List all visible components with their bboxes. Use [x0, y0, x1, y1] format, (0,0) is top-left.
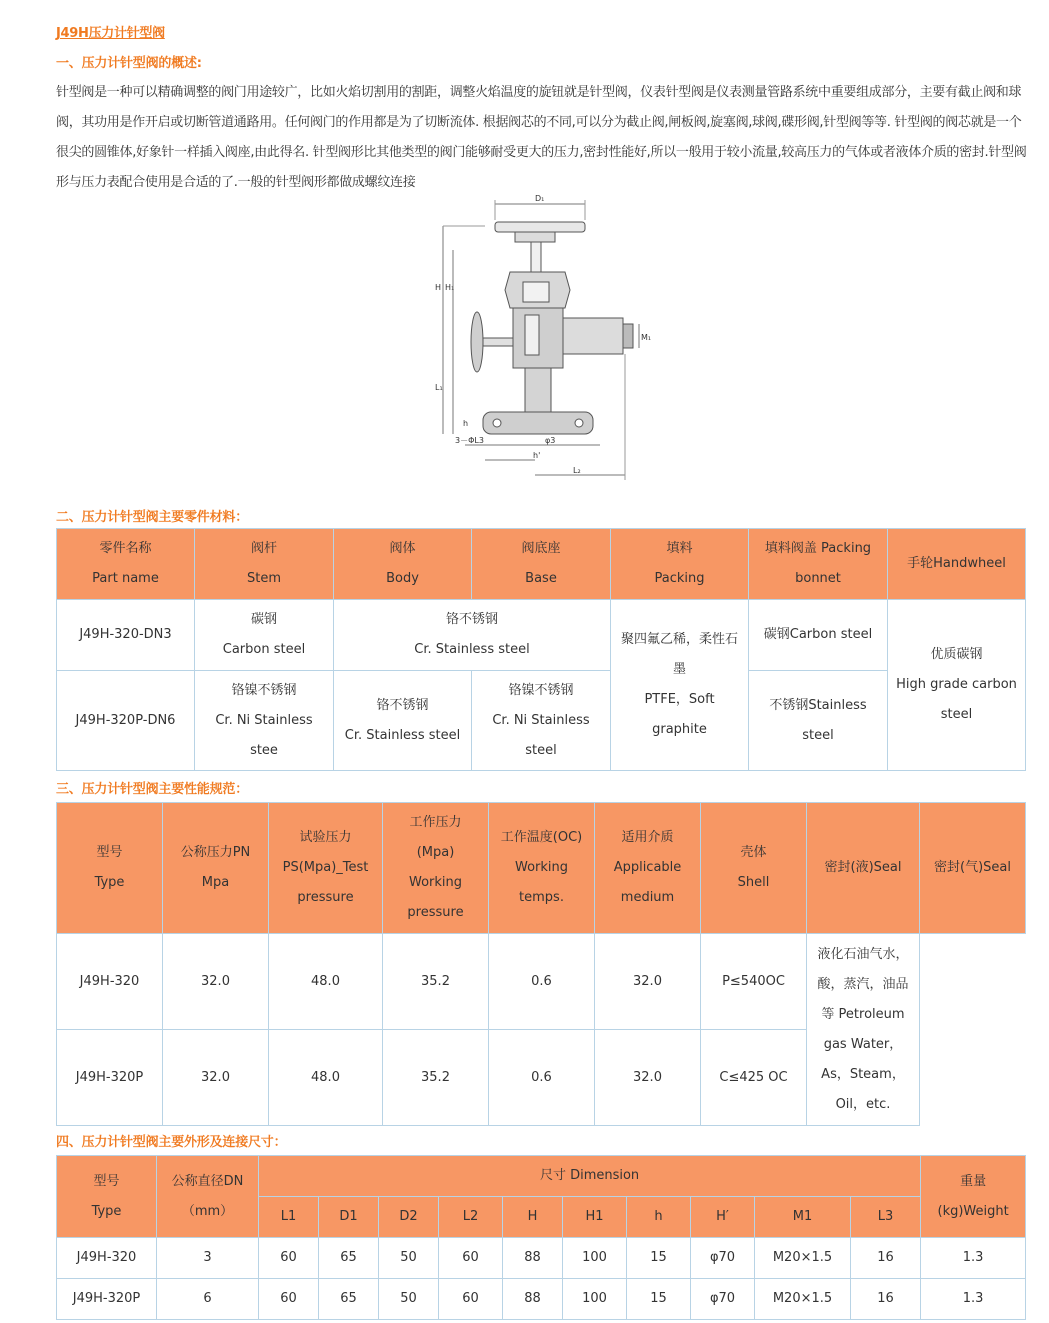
dim-row2-h1: 100	[563, 1279, 627, 1320]
dim-row2-l1: 60	[259, 1279, 319, 1320]
mat-header-handwheel: 手轮Handwheel	[888, 529, 1026, 600]
mat-row1-body-base: 铬不锈钢 Cr. Stainless steel	[334, 600, 611, 671]
label-h: H	[435, 283, 442, 292]
valve-diagram	[425, 190, 660, 485]
dim-row1-d1: 65	[319, 1238, 379, 1279]
spec-header-pn: 公称压力PN Mpa	[163, 803, 269, 934]
dim-row2-type: J49H-320P	[57, 1279, 157, 1320]
mat-header-part: 零件名称 Part name	[57, 529, 195, 600]
mat-header-body: 阀体 Body	[334, 529, 472, 600]
label-d1: D₁	[535, 194, 545, 203]
spec-row1-pn: 32.0	[163, 934, 269, 1030]
spec-header-type: 型号 Type	[57, 803, 163, 934]
overview-text: 针型阀是一种可以精确调整的阀门用途较广，比如火焰切割用的割距，调整火焰温度的旋钮就是针型阀，仪表针型阀是仪表测量管路系统中重要组成部分，主要有截止阀和球阀，其功用是作开启或切断管道通路用。任何阀门的作用都是为了切断流体. 根据阀芯的不同,可以分为截止阀,闸板阀,旋塞阀,球阀,碟形阀,针型阀等等. 针型阀的阀芯就是一个很尖的圆锥体,好象针一样插入阀座,由此得名. 针型阀形比其他类型的阀门能够耐受更大的压力,密封性能好,所以一般用于较小流量,较高压力的气体或者液体介质的密封.针型阀形与压力表配合使用是合适的了.一般的针型阀形都做成螺纹连接	[56, 85, 1027, 190]
spec-header-seal-liquid: 密封(液)Seal	[807, 803, 920, 934]
spec-header-seal-gas: 密封(气)Seal	[920, 803, 1026, 934]
mat-header-bonnet: 填料阀盖 Packing bonnet	[749, 529, 888, 600]
specs-table	[56, 802, 1026, 1126]
label-l3: 3－ΦL3	[455, 436, 484, 445]
spec-row2-temp: 0.6	[489, 1030, 595, 1126]
dim-sub-m1: M1	[755, 1197, 851, 1238]
spec-header-medium: 适用介质 Applicable medium	[595, 803, 701, 934]
spec-row1-medium: 32.0	[595, 934, 701, 1030]
spec-row2-medium: 32.0	[595, 1030, 701, 1126]
dim-row1-type: J49H-320	[57, 1238, 157, 1279]
dim-row2-l2: 60	[439, 1279, 503, 1320]
dim-header-dimension: 尺寸 Dimension	[259, 1156, 921, 1197]
dim-row1-h: 88	[503, 1238, 563, 1279]
dim-row2-weight: 1.3	[921, 1279, 1026, 1320]
mat-header-packing: 填料 Packing	[611, 529, 749, 600]
mat-row1-stem: 碳钢 Carbon steel	[195, 600, 334, 671]
dim-sub-l2: L2	[439, 1197, 503, 1238]
dim-row2-d1: 65	[319, 1279, 379, 1320]
dim-row1-m1: M20×1.5	[755, 1238, 851, 1279]
spec-row2-type: J49H-320P	[57, 1030, 163, 1126]
label-l1: L₁	[435, 383, 443, 392]
dim-row2-h-prime: φ70	[691, 1279, 755, 1320]
dim-sub-d1: D1	[319, 1197, 379, 1238]
dims-table	[56, 1155, 1026, 1320]
mat-row2-part: J49H-320P-DN6	[57, 671, 195, 771]
spec-row2-test: 48.0	[269, 1030, 383, 1126]
dim-row1-h1: 100	[563, 1238, 627, 1279]
mat-header-base: 阀底座 Base	[472, 529, 611, 600]
mat-row2-body: 铬不锈钢 Cr. Stainless steel	[334, 671, 472, 771]
label-l2: L₂	[573, 466, 581, 475]
spec-medium-list: 液化石油气水， 酸，蒸汽，油品 等 Petroleum gas Water， As，Steam， Oil，etc.	[807, 934, 920, 1126]
label-m1: M₁	[641, 333, 652, 342]
spec-empty-cell	[920, 934, 1026, 1126]
dims-heading: 四、压力计针型阀主要外形及连接尺寸：	[56, 1135, 287, 1150]
spec-row1-test: 48.0	[269, 934, 383, 1030]
dim-row1-d2: 50	[379, 1238, 439, 1279]
dim-row2-l3: 16	[851, 1279, 921, 1320]
dim-sub-h-small: h	[627, 1197, 691, 1238]
dim-row2-d2: 50	[379, 1279, 439, 1320]
spec-header-temp: 工作温度(OC) Working temps.	[489, 803, 595, 934]
mat-header-stem: 阀杆 Stem	[195, 529, 334, 600]
spec-row1-shell: P≤540OC	[701, 934, 807, 1030]
mat-row2-bonnet: 不锈钢Stainless steel	[749, 671, 888, 771]
spec-header-test: 试验压力 PS(Mpa)_Test pressure	[269, 803, 383, 934]
spec-row1-working: 35.2	[383, 934, 489, 1030]
dim-row2-h: 88	[503, 1279, 563, 1320]
spec-row2-shell: C≤425 OC	[701, 1030, 807, 1126]
dim-row1-l3: 16	[851, 1238, 921, 1279]
spec-row1-type: J49H-320	[57, 934, 163, 1030]
dim-row1-weight: 1.3	[921, 1238, 1026, 1279]
spec-header-shell: 壳体 Shell	[701, 803, 807, 934]
dim-sub-h1: H1	[563, 1197, 627, 1238]
dim-header-dn: 公称直径DN （mm）	[157, 1156, 259, 1238]
mat-row1-part: J49H-320-DN3	[57, 600, 195, 671]
dim-row2-m1: M20×1.5	[755, 1279, 851, 1320]
dim-sub-h-prime: H′	[691, 1197, 755, 1238]
label-h-prime: h'	[533, 451, 541, 460]
spec-row2-pn: 32.0	[163, 1030, 269, 1126]
dim-sub-l1: L1	[259, 1197, 319, 1238]
label-h1: H₁	[445, 283, 455, 292]
mat-row2-base: 铬镍不锈钢 Cr. Ni Stainless steel	[472, 671, 611, 771]
mat-handwheel: 优质碳钢 High grade carbon steel	[888, 600, 1026, 771]
dim-header-type: 型号 Type	[57, 1156, 157, 1238]
spec-row1-temp: 0.6	[489, 934, 595, 1030]
dim-row1-h-prime: φ70	[691, 1238, 755, 1279]
label-h-small: h	[463, 419, 469, 428]
dim-row1-l1: 60	[259, 1238, 319, 1279]
dim-row1-dn: 3	[157, 1238, 259, 1279]
dim-row2-dn: 6	[157, 1279, 259, 1320]
dim-row1-l2: 60	[439, 1238, 503, 1279]
page-title: J49H压力计针型阀	[56, 26, 165, 41]
mat-row1-bonnet: 碳钢Carbon steel	[749, 600, 888, 671]
spec-header-working: 工作压力 (Mpa) Working pressure	[383, 803, 489, 934]
label-phi3: φ3	[545, 436, 556, 445]
dim-sub-l3: L3	[851, 1197, 921, 1238]
dim-header-weight: 重量 (kg)Weight	[921, 1156, 1026, 1238]
mat-row2-stem: 铬镍不锈钢 Cr. Ni Stainless stee	[195, 671, 334, 771]
overview-heading: 一、压力计针型阀的概述:	[56, 56, 202, 71]
materials-table	[56, 528, 1026, 771]
spec-row2-working: 35.2	[383, 1030, 489, 1126]
dim-row1-h-small: 15	[627, 1238, 691, 1279]
materials-heading: 二、压力计针型阀主要零件材料：	[56, 510, 249, 525]
dim-row2-h-small: 15	[627, 1279, 691, 1320]
mat-packing: 聚四氟乙稀，柔性石 墨 PTFE，Soft graphite	[611, 600, 749, 771]
dim-sub-h: H	[503, 1197, 563, 1238]
dim-sub-d2: D2	[379, 1197, 439, 1238]
specs-heading: 三、压力计针型阀主要性能规范：	[56, 782, 249, 797]
